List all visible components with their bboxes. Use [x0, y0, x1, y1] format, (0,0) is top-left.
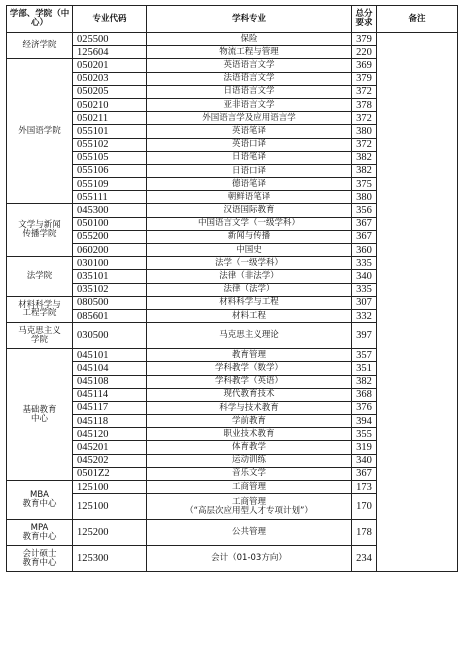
total-score: 220 [352, 46, 377, 59]
major-name-cell [147, 72, 352, 85]
total-score: 375 [352, 178, 377, 191]
major-name: 物流工程与管理 [219, 46, 279, 57]
dept-cell [7, 520, 73, 546]
header-code: 专业代码 [73, 6, 147, 33]
major-name-cell [147, 428, 352, 441]
major-name: 马克思主义理论 [219, 330, 279, 341]
major-name: 英语口译 [231, 139, 266, 150]
major-name: 汉语国际教育 [223, 205, 275, 216]
major-name: 新闻与传播 [227, 231, 271, 242]
major-code: 025500 [73, 33, 147, 46]
major-code: 085601 [73, 309, 147, 322]
major-name: 法学（一级学科） [214, 257, 283, 268]
total-score: 360 [352, 244, 377, 257]
major-name-cell [147, 362, 352, 375]
dept-name: 中心 [30, 413, 48, 424]
major-name-cell [147, 85, 352, 98]
major-name: 工商管理 [231, 481, 266, 492]
major-code: 030500 [73, 323, 147, 349]
dept-name: MBA [30, 490, 49, 501]
major-code: 125604 [73, 46, 147, 59]
major-name-cell [147, 230, 352, 243]
major-code: 035102 [73, 283, 147, 296]
major-name-cell [147, 375, 352, 388]
major-name: 英语笔译 [231, 125, 266, 136]
table-row [7, 33, 458, 46]
header-dept: 学部、学院（中心） [7, 6, 73, 33]
major-code: 045201 [73, 441, 147, 454]
dept-cell [7, 546, 73, 572]
dept-name: 学院 [30, 334, 48, 345]
major-name-cell [147, 349, 352, 362]
major-name-cell [147, 520, 352, 546]
major-code: 050211 [73, 112, 147, 125]
total-score: 367 [352, 230, 377, 243]
major-name: 学前教育 [231, 415, 266, 426]
major-code: 060200 [73, 244, 147, 257]
dept-name: 传播学院 [22, 229, 57, 240]
major-name: 职业技术教育 [223, 428, 275, 439]
total-score: 307 [352, 296, 377, 309]
total-score: 376 [352, 401, 377, 414]
major-name: 英语语言文学 [223, 60, 275, 70]
total-score: 380 [352, 125, 377, 138]
major-name: 体育教学 [231, 442, 266, 453]
major-name-cell [147, 98, 352, 111]
total-score: 379 [352, 72, 377, 85]
dept-name: 材料科学与 [18, 299, 61, 310]
major-name-cell [147, 257, 352, 270]
major-name-cell [147, 46, 352, 59]
total-score: 356 [352, 204, 377, 217]
major-name-cell [147, 191, 352, 204]
major-name-cell [147, 125, 352, 138]
dept-name: 马克思主义 [18, 325, 61, 336]
total-score: 382 [352, 164, 377, 177]
major-code: 050201 [73, 59, 147, 72]
major-name-cell [147, 323, 352, 349]
major-name-cell [147, 415, 352, 428]
major-name: 中国史 [236, 244, 262, 255]
major-name: 材料工程 [231, 310, 266, 321]
dept-cell [7, 323, 73, 349]
notes-column [377, 33, 458, 572]
major-name: 法语语言文学 [223, 73, 275, 84]
major-name: 德语笔译 [231, 178, 266, 189]
total-score: 340 [352, 454, 377, 467]
major-name: 会计（01-03方向） [211, 553, 287, 564]
major-name: 公共管理 [231, 527, 266, 538]
dept-name: 教育中心 [22, 531, 57, 542]
total-score: 335 [352, 257, 377, 270]
major-name-cell [147, 112, 352, 125]
major-name: 外国语言学及应用语言学 [202, 112, 296, 123]
total-score: 372 [352, 112, 377, 125]
major-name: 材料科学与工程 [219, 297, 279, 308]
major-code: 055200 [73, 230, 147, 243]
major-code: 050100 [73, 217, 147, 230]
major-code: 055105 [73, 151, 147, 164]
dept-cell [7, 59, 73, 204]
header-score: 总分要求 [352, 6, 377, 33]
total-score: 378 [352, 98, 377, 111]
major-name-cell [147, 270, 352, 283]
major-name: 音乐文学 [231, 468, 266, 479]
total-score: 397 [352, 323, 377, 349]
major-code: 045104 [73, 362, 147, 375]
total-score: 367 [352, 467, 377, 480]
major-name: 法律（法学） [223, 284, 275, 295]
dept-name: 会计硕士 [22, 548, 57, 559]
header-major: 学科专业 [147, 6, 352, 33]
header-note: 备注 [377, 6, 458, 33]
dept-cell [7, 296, 73, 322]
major-name-cell [147, 467, 352, 480]
major-name-cell [147, 59, 352, 72]
total-score: 173 [352, 481, 377, 494]
major-name: 工商管理 [231, 496, 266, 507]
total-score: 367 [352, 217, 377, 230]
major-name-cell [147, 283, 352, 296]
dept-cell [7, 204, 73, 257]
major-name-cell [147, 441, 352, 454]
dept-cell [7, 33, 73, 59]
major-code: 045108 [73, 375, 147, 388]
major-code: 055102 [73, 138, 147, 151]
major-name-cell [147, 296, 352, 309]
major-name: 中国语言文学（一级学科） [197, 218, 300, 229]
major-code: 050210 [73, 98, 147, 111]
major-name-cell [147, 138, 352, 151]
dept-name: 教育中心 [22, 499, 57, 510]
major-code: 050205 [73, 85, 147, 98]
major-name: 朝鲜语笔译 [227, 191, 271, 202]
major-name-cell [147, 494, 352, 520]
total-score: 170 [352, 494, 377, 520]
major-code: 045120 [73, 428, 147, 441]
dept-cell [7, 481, 73, 520]
major-name-cell [147, 546, 352, 572]
total-score: 369 [352, 59, 377, 72]
total-score: 357 [352, 349, 377, 362]
major-name-cell [147, 309, 352, 322]
total-score: 351 [352, 362, 377, 375]
header-row [7, 6, 458, 33]
dept-name: 经济学院 [22, 40, 57, 51]
major-name: 法律（非法学） [219, 271, 279, 281]
major-code: 125100 [73, 494, 147, 520]
major-name: 现代教育技术 [223, 389, 275, 400]
total-score: 379 [352, 33, 377, 46]
major-name: 保险 [240, 33, 258, 44]
major-name: 日语口译 [231, 165, 266, 176]
total-score: 332 [352, 309, 377, 322]
table-body [7, 33, 458, 572]
major-name: 亚非语言文学 [223, 99, 275, 110]
major-code: 080500 [73, 296, 147, 309]
major-name: 学科教学（英语） [214, 376, 283, 387]
major-name: 教育管理 [231, 349, 266, 360]
major-name-cell [147, 204, 352, 217]
total-score: 382 [352, 151, 377, 164]
dept-cell [7, 349, 73, 481]
major-name-cell [147, 164, 352, 177]
major-code: 045300 [73, 204, 147, 217]
dept-name: 外国语学院 [18, 125, 61, 136]
major-name: （“高层次应用型人才专项计划”） [185, 505, 313, 516]
major-name: 日语语言文学 [223, 86, 275, 97]
major-code: 035101 [73, 270, 147, 283]
score-requirements-table [6, 5, 458, 572]
dept-name: 法学院 [26, 271, 53, 281]
major-name: 运动训练 [231, 455, 266, 466]
major-code: 125200 [73, 520, 147, 546]
major-name-cell [147, 401, 352, 414]
major-name: 日语笔译 [231, 152, 266, 163]
major-code: 125300 [73, 546, 147, 572]
dept-name: 工程学院 [22, 308, 57, 319]
major-name-cell [147, 33, 352, 46]
major-code: 055101 [73, 125, 147, 138]
major-code: 045118 [73, 415, 147, 428]
dept-name: MPA [30, 522, 49, 533]
total-score: 234 [352, 546, 377, 572]
total-score: 380 [352, 191, 377, 204]
major-code: 0501Z2 [73, 467, 147, 480]
major-code: 045202 [73, 454, 147, 467]
dept-name: 教育中心 [22, 557, 57, 568]
major-code: 055106 [73, 164, 147, 177]
total-score: 394 [352, 415, 377, 428]
total-score: 335 [352, 283, 377, 296]
dept-name: 文学与新闻 [18, 220, 61, 231]
major-code: 055109 [73, 178, 147, 191]
major-name-cell [147, 178, 352, 191]
major-name: 科学与技术教育 [219, 402, 279, 413]
major-name-cell [147, 151, 352, 164]
major-name-cell [147, 481, 352, 494]
total-score: 178 [352, 520, 377, 546]
major-code: 045117 [73, 401, 147, 414]
major-name: 学科教学（数学） [214, 362, 283, 373]
total-score: 368 [352, 388, 377, 401]
major-name-cell [147, 388, 352, 401]
total-score: 355 [352, 428, 377, 441]
major-name-cell [147, 217, 352, 230]
dept-cell [7, 257, 73, 297]
total-score: 372 [352, 85, 377, 98]
major-name-cell [147, 244, 352, 257]
major-name-cell [147, 454, 352, 467]
major-code: 045101 [73, 349, 147, 362]
total-score: 382 [352, 375, 377, 388]
major-code: 045114 [73, 388, 147, 401]
major-code: 030100 [73, 257, 147, 270]
dept-name: 基础教育 [22, 404, 57, 415]
major-code: 125100 [73, 481, 147, 494]
major-code: 055111 [73, 191, 147, 204]
major-code: 050203 [73, 72, 147, 85]
total-score: 372 [352, 138, 377, 151]
total-score: 319 [352, 441, 377, 454]
total-score: 340 [352, 270, 377, 283]
